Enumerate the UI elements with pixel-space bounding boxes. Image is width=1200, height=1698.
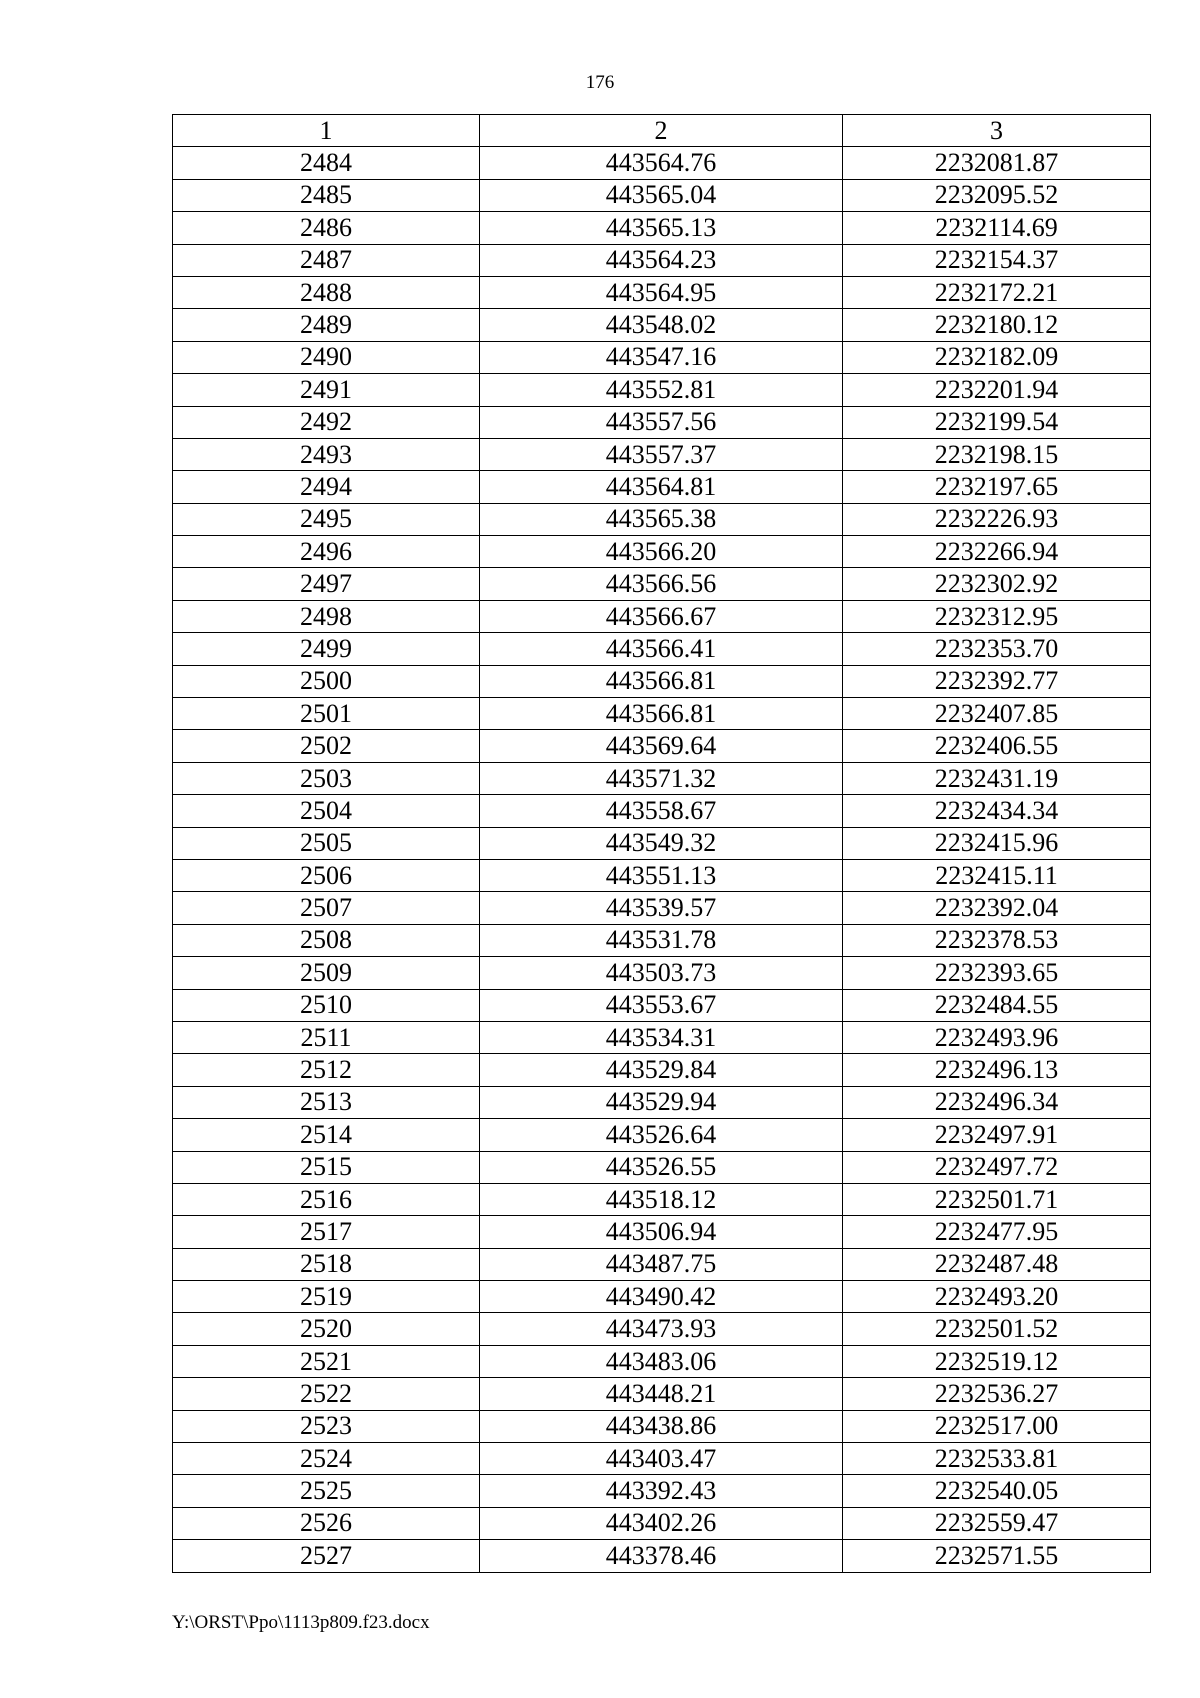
y-coordinate-cell: 2232415.96 [843, 827, 1151, 859]
y-coordinate-cell: 2232226.93 [843, 503, 1151, 535]
x-coordinate-cell: 443564.76 [480, 147, 843, 179]
table-row [173, 179, 1151, 211]
y-coordinate-cell: 2232312.95 [843, 600, 1151, 632]
table-row [173, 633, 1151, 665]
x-coordinate-cell: 443549.32 [480, 827, 843, 859]
y-coordinate-cell: 2232182.09 [843, 341, 1151, 373]
y-coordinate-cell: 2232493.20 [843, 1281, 1151, 1313]
y-coordinate-cell: 2232497.72 [843, 1151, 1151, 1183]
y-coordinate-cell: 2232536.27 [843, 1378, 1151, 1410]
table-row [173, 924, 1151, 956]
point-number-cell: 2486 [173, 212, 480, 244]
point-number-cell: 2488 [173, 276, 480, 308]
table-row [173, 795, 1151, 827]
x-coordinate-cell: 443529.94 [480, 1086, 843, 1118]
y-coordinate-cell: 2232154.37 [843, 244, 1151, 276]
table-row [173, 1119, 1151, 1151]
y-coordinate-cell: 2232266.94 [843, 536, 1151, 568]
x-coordinate-cell: 443539.57 [480, 892, 843, 924]
coordinates-table [172, 114, 1151, 1573]
table-row [173, 1086, 1151, 1118]
table-row [173, 1216, 1151, 1248]
x-coordinate-cell: 443565.13 [480, 212, 843, 244]
y-coordinate-cell: 2232198.15 [843, 438, 1151, 470]
point-number-cell: 2515 [173, 1151, 480, 1183]
table-row [173, 859, 1151, 891]
point-number-cell: 2499 [173, 633, 480, 665]
y-coordinate-cell: 2232571.55 [843, 1540, 1151, 1572]
point-number-cell: 2492 [173, 406, 480, 438]
x-coordinate-cell: 443487.75 [480, 1248, 843, 1280]
column-header-1: 1 [173, 115, 480, 147]
table-header-row [173, 115, 1151, 147]
table-row [173, 568, 1151, 600]
point-number-cell: 2508 [173, 924, 480, 956]
y-coordinate-cell: 2232501.71 [843, 1183, 1151, 1215]
y-coordinate-cell: 2232081.87 [843, 147, 1151, 179]
table-row [173, 503, 1151, 535]
y-coordinate-cell: 2232406.55 [843, 730, 1151, 762]
y-coordinate-cell: 2232415.11 [843, 859, 1151, 891]
x-coordinate-cell: 443558.67 [480, 795, 843, 827]
y-coordinate-cell: 2232431.19 [843, 762, 1151, 794]
x-coordinate-cell: 443571.32 [480, 762, 843, 794]
x-coordinate-cell: 443551.13 [480, 859, 843, 891]
table-row [173, 957, 1151, 989]
table-row [173, 600, 1151, 632]
y-coordinate-cell: 2232493.96 [843, 1021, 1151, 1053]
y-coordinate-cell: 2232199.54 [843, 406, 1151, 438]
y-coordinate-cell: 2232095.52 [843, 179, 1151, 211]
point-number-cell: 2524 [173, 1443, 480, 1475]
point-number-cell: 2489 [173, 309, 480, 341]
table-row [173, 276, 1151, 308]
table-row [173, 1021, 1151, 1053]
y-coordinate-cell: 2232484.55 [843, 989, 1151, 1021]
point-number-cell: 2526 [173, 1507, 480, 1539]
x-coordinate-cell: 443566.20 [480, 536, 843, 568]
y-coordinate-cell: 2232540.05 [843, 1475, 1151, 1507]
table-row [173, 341, 1151, 373]
point-number-cell: 2523 [173, 1410, 480, 1442]
table-row [173, 1410, 1151, 1442]
point-number-cell: 2519 [173, 1281, 480, 1313]
x-coordinate-cell: 443506.94 [480, 1216, 843, 1248]
x-coordinate-cell: 443548.02 [480, 309, 843, 341]
x-coordinate-cell: 443564.23 [480, 244, 843, 276]
y-coordinate-cell: 2232477.95 [843, 1216, 1151, 1248]
x-coordinate-cell: 443531.78 [480, 924, 843, 956]
x-coordinate-cell: 443378.46 [480, 1540, 843, 1572]
page-number: 176 [585, 72, 615, 93]
x-coordinate-cell: 443566.41 [480, 633, 843, 665]
point-number-cell: 2497 [173, 568, 480, 600]
y-coordinate-cell: 2232496.34 [843, 1086, 1151, 1118]
y-coordinate-cell: 2232517.00 [843, 1410, 1151, 1442]
y-coordinate-cell: 2232501.52 [843, 1313, 1151, 1345]
x-coordinate-cell: 443483.06 [480, 1345, 843, 1377]
point-number-cell: 2514 [173, 1119, 480, 1151]
x-coordinate-cell: 443565.04 [480, 179, 843, 211]
table-row [173, 989, 1151, 1021]
x-coordinate-cell: 443402.26 [480, 1507, 843, 1539]
y-coordinate-cell: 2232392.04 [843, 892, 1151, 924]
x-coordinate-cell: 443403.47 [480, 1443, 843, 1475]
y-coordinate-cell: 2232407.85 [843, 698, 1151, 730]
point-number-cell: 2491 [173, 374, 480, 406]
y-coordinate-cell: 2232496.13 [843, 1054, 1151, 1086]
x-coordinate-cell: 443547.16 [480, 341, 843, 373]
table-row [173, 406, 1151, 438]
point-number-cell: 2498 [173, 600, 480, 632]
table-row [173, 244, 1151, 276]
x-coordinate-cell: 443557.37 [480, 438, 843, 470]
x-coordinate-cell: 443529.84 [480, 1054, 843, 1086]
y-coordinate-cell: 2232393.65 [843, 957, 1151, 989]
table-row [173, 1054, 1151, 1086]
point-number-cell: 2525 [173, 1475, 480, 1507]
table-row [173, 471, 1151, 503]
y-coordinate-cell: 2232497.91 [843, 1119, 1151, 1151]
x-coordinate-cell: 443557.56 [480, 406, 843, 438]
point-number-cell: 2493 [173, 438, 480, 470]
y-coordinate-cell: 2232533.81 [843, 1443, 1151, 1475]
x-coordinate-cell: 443526.64 [480, 1119, 843, 1151]
x-coordinate-cell: 443553.67 [480, 989, 843, 1021]
x-coordinate-cell: 443503.73 [480, 957, 843, 989]
point-number-cell: 2513 [173, 1086, 480, 1118]
x-coordinate-cell: 443564.95 [480, 276, 843, 308]
x-coordinate-cell: 443566.67 [480, 600, 843, 632]
y-coordinate-cell: 2232302.92 [843, 568, 1151, 600]
x-coordinate-cell: 443565.38 [480, 503, 843, 535]
y-coordinate-cell: 2232434.34 [843, 795, 1151, 827]
point-number-cell: 2511 [173, 1021, 480, 1053]
table-row [173, 827, 1151, 859]
x-coordinate-cell: 443566.81 [480, 665, 843, 697]
table-row [173, 1183, 1151, 1215]
point-number-cell: 2490 [173, 341, 480, 373]
point-number-cell: 2510 [173, 989, 480, 1021]
table-row [173, 730, 1151, 762]
point-number-cell: 2507 [173, 892, 480, 924]
y-coordinate-cell: 2232378.53 [843, 924, 1151, 956]
column-header-2: 2 [480, 115, 843, 147]
x-coordinate-cell: 443552.81 [480, 374, 843, 406]
point-number-cell: 2527 [173, 1540, 480, 1572]
point-number-cell: 2502 [173, 730, 480, 762]
table-row [173, 762, 1151, 794]
table-row [173, 147, 1151, 179]
table-row [173, 1151, 1151, 1183]
point-number-cell: 2505 [173, 827, 480, 859]
table-row [173, 536, 1151, 568]
table-row [173, 1248, 1151, 1280]
coordinates-table-body [173, 115, 1151, 1573]
table-row [173, 1345, 1151, 1377]
y-coordinate-cell: 2232172.21 [843, 276, 1151, 308]
point-number-cell: 2496 [173, 536, 480, 568]
point-number-cell: 2522 [173, 1378, 480, 1410]
point-number-cell: 2506 [173, 859, 480, 891]
table-row [173, 212, 1151, 244]
point-number-cell: 2500 [173, 665, 480, 697]
x-coordinate-cell: 443490.42 [480, 1281, 843, 1313]
point-number-cell: 2521 [173, 1345, 480, 1377]
x-coordinate-cell: 443448.21 [480, 1378, 843, 1410]
y-coordinate-cell: 2232487.48 [843, 1248, 1151, 1280]
point-number-cell: 2504 [173, 795, 480, 827]
point-number-cell: 2518 [173, 1248, 480, 1280]
table-row [173, 1540, 1151, 1572]
table-row [173, 1443, 1151, 1475]
table-row [173, 374, 1151, 406]
x-coordinate-cell: 443564.81 [480, 471, 843, 503]
table-row [173, 1475, 1151, 1507]
column-header-3: 3 [843, 115, 1151, 147]
x-coordinate-cell: 443566.56 [480, 568, 843, 600]
table-row [173, 1378, 1151, 1410]
point-number-cell: 2517 [173, 1216, 480, 1248]
table-row [173, 309, 1151, 341]
table-row [173, 438, 1151, 470]
x-coordinate-cell: 443473.93 [480, 1313, 843, 1345]
point-number-cell: 2484 [173, 147, 480, 179]
x-coordinate-cell: 443438.86 [480, 1410, 843, 1442]
y-coordinate-cell: 2232353.70 [843, 633, 1151, 665]
table-row [173, 1313, 1151, 1345]
point-number-cell: 2487 [173, 244, 480, 276]
x-coordinate-cell: 443569.64 [480, 730, 843, 762]
point-number-cell: 2485 [173, 179, 480, 211]
point-number-cell: 2503 [173, 762, 480, 794]
y-coordinate-cell: 2232180.12 [843, 309, 1151, 341]
point-number-cell: 2520 [173, 1313, 480, 1345]
point-number-cell: 2509 [173, 957, 480, 989]
y-coordinate-cell: 2232559.47 [843, 1507, 1151, 1539]
y-coordinate-cell: 2232519.12 [843, 1345, 1151, 1377]
point-number-cell: 2512 [173, 1054, 480, 1086]
point-number-cell: 2501 [173, 698, 480, 730]
table-row [173, 665, 1151, 697]
y-coordinate-cell: 2232114.69 [843, 212, 1151, 244]
x-coordinate-cell: 443526.55 [480, 1151, 843, 1183]
table-row [173, 1281, 1151, 1313]
table-row [173, 1507, 1151, 1539]
x-coordinate-cell: 443518.12 [480, 1183, 843, 1215]
x-coordinate-cell: 443566.81 [480, 698, 843, 730]
point-number-cell: 2494 [173, 471, 480, 503]
y-coordinate-cell: 2232392.77 [843, 665, 1151, 697]
x-coordinate-cell: 443392.43 [480, 1475, 843, 1507]
point-number-cell: 2495 [173, 503, 480, 535]
table-row [173, 698, 1151, 730]
x-coordinate-cell: 443534.31 [480, 1021, 843, 1053]
table-row [173, 892, 1151, 924]
y-coordinate-cell: 2232201.94 [843, 374, 1151, 406]
footer-file-path: Y:\ORST\Ppo\1113p809.f23.docx [172, 1612, 430, 1633]
point-number-cell: 2516 [173, 1183, 480, 1215]
y-coordinate-cell: 2232197.65 [843, 471, 1151, 503]
